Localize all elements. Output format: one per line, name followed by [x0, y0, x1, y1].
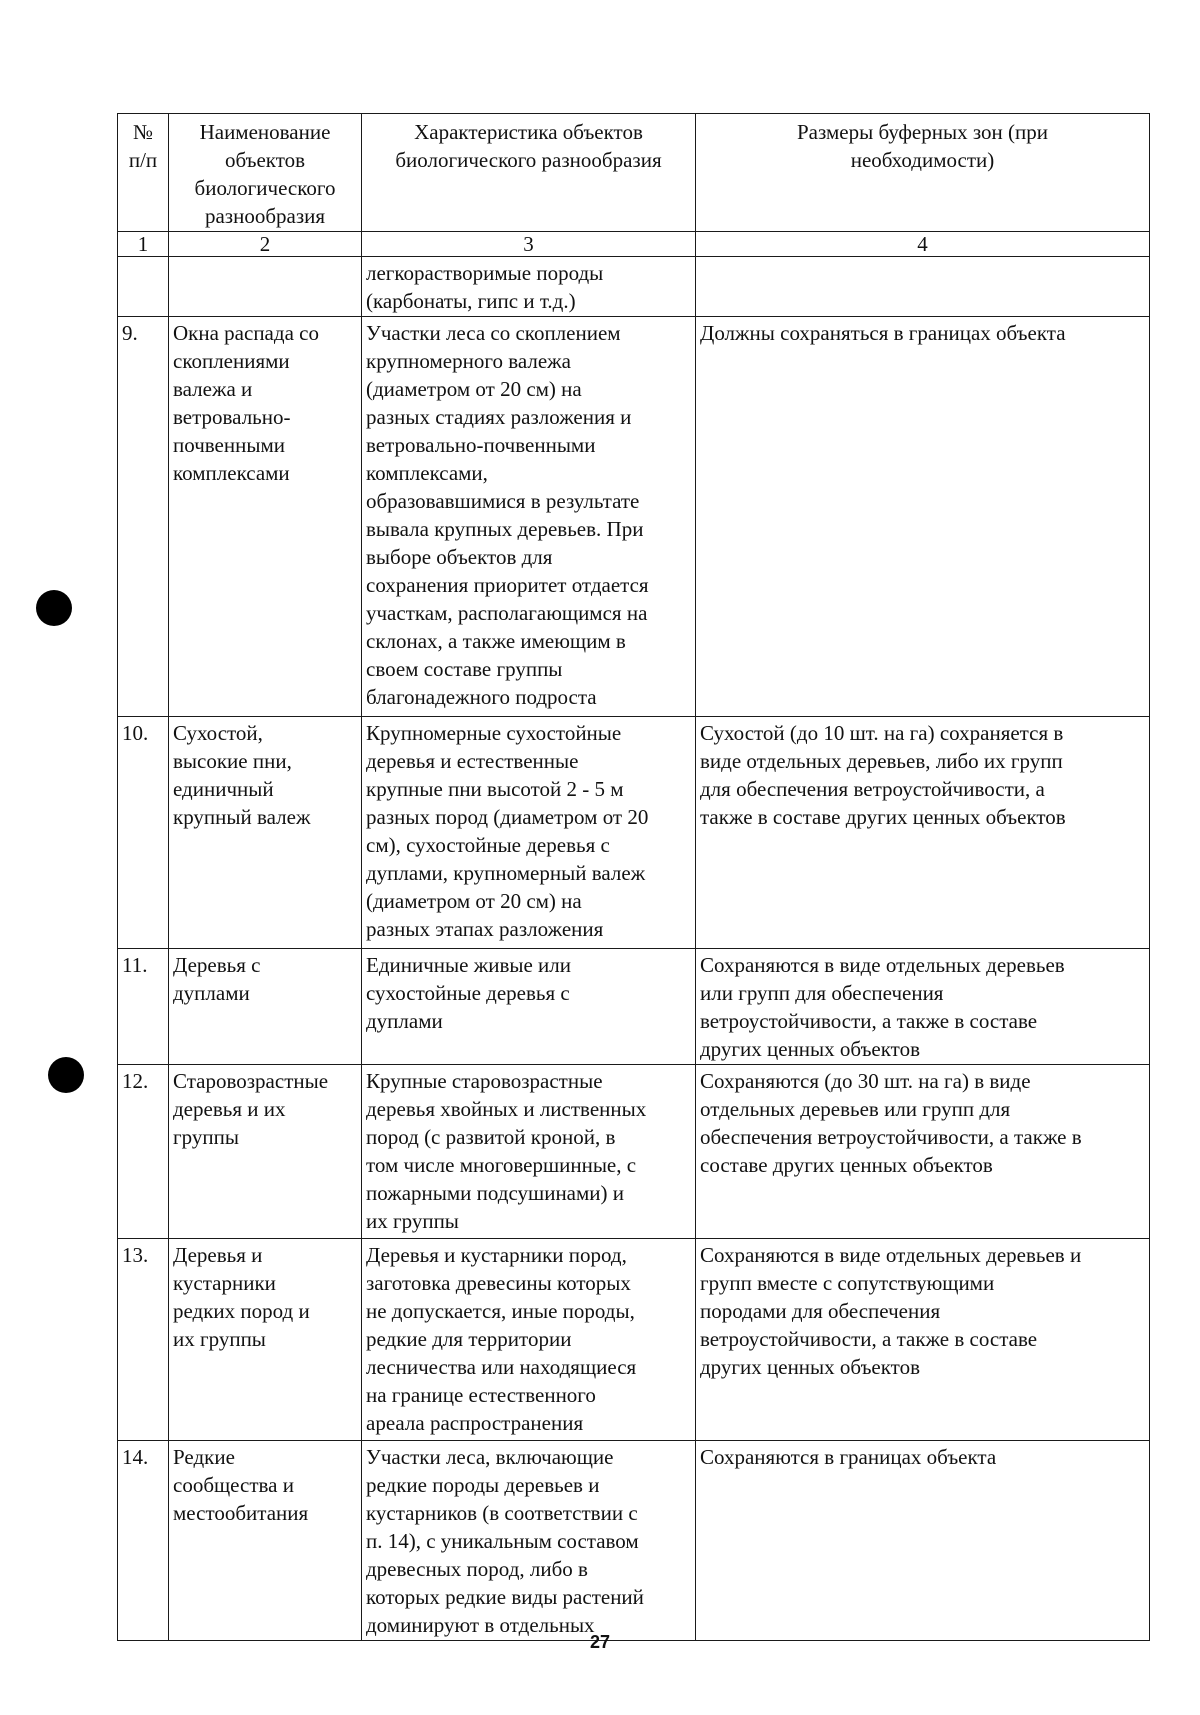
table-row — [118, 1441, 1150, 1641]
object-description: Деревья и кустарники пород, заготовка древесины которых не допускается, иные породы, редкие для территории лесничества или находящиеся на границе естественного ареала распространения — [362, 1239, 696, 1441]
object-description: Участки леса со скоплением крупномерного валежа (диаметром от 20 см) на разных стадиях разложения и ветровально-почвенными комплексами, образовавшимися в результате вывала крупных деревьев. При выборе объектов для сохранения приоритет отдается участкам, располагающимся на склонах, а также имеющим в своем составе группы благонадежного подроста — [362, 317, 696, 717]
row-number: 9. — [118, 317, 169, 717]
object-name: Окна распада со скоплениями валежа и ветровально- почвенными комплексами — [169, 317, 362, 717]
table-row — [118, 1065, 1150, 1239]
header-number: № п/п — [118, 114, 169, 232]
buffer-zone — [696, 257, 1150, 317]
punch-hole-mark — [36, 590, 72, 626]
buffer-zone: Сохраняются (до 30 шт. на га) в виде отдельных деревьев или групп для обеспечения ветроустойчивости, а также в составе других ценных объектов — [696, 1065, 1150, 1239]
column-number: 2 — [169, 232, 362, 257]
row-number: 13. — [118, 1239, 169, 1441]
object-description: Единичные живые или сухостойные деревья с дуплами — [362, 949, 696, 1065]
table-header-row — [118, 114, 1150, 232]
header-object-name: Наименование объектов биологического разнообразия — [169, 114, 362, 232]
row-number — [118, 257, 169, 317]
object-name: Деревья с дуплами — [169, 949, 362, 1065]
object-description: Крупномерные сухостойные деревья и естественные крупные пни высотой 2 - 5 м разных пород (диаметром от 20 см), сухостойные деревья с дуплами, крупномерный валеж (диаметром от 20 см) на разных этапах разложения — [362, 717, 696, 949]
table-row — [118, 317, 1150, 717]
column-number: 1 — [118, 232, 169, 257]
object-description: Крупные старовозрастные деревья хвойных и лиственных пород (с развитой кроной, в том числе многовершинные, с пожарными подсушинами) и их группы — [362, 1065, 696, 1239]
buffer-zone: Сухостой (до 10 шт. на га) сохраняется в виде отдельных деревьев, либо их групп для обеспечения ветроустойчивости, а также в составе других ценных объектов — [696, 717, 1150, 949]
row-number: 10. — [118, 717, 169, 949]
table-row — [118, 1239, 1150, 1441]
column-number: 3 — [362, 232, 696, 257]
page-number: 27 — [589, 1632, 611, 1652]
table-row — [118, 949, 1150, 1065]
buffer-zone: Должны сохраняться в границах объекта — [696, 317, 1150, 717]
header-characteristics: Характеристика объектов биологического разнообразия — [362, 114, 696, 232]
table-row — [118, 717, 1150, 949]
row-number: 12. — [118, 1065, 169, 1239]
table-row — [118, 257, 1150, 317]
header-buffer-zones: Размеры буферных зон (при необходимости) — [696, 114, 1150, 232]
buffer-zone: Сохраняются в границах объекта — [696, 1441, 1150, 1641]
buffer-zone: Сохраняются в виде отдельных деревьев и групп вместе с сопутствующими породами для обеспечения ветроустойчивости, а также в составе других ценных объектов — [696, 1239, 1150, 1441]
buffer-zone: Сохраняются в виде отдельных деревьев или групп для обеспечения ветроустойчивости, а также в составе других ценных объектов — [696, 949, 1150, 1065]
object-name — [169, 257, 362, 317]
column-number-row — [118, 232, 1150, 257]
object-name: Деревья и кустарники редких пород и их группы — [169, 1239, 362, 1441]
row-number: 11. — [118, 949, 169, 1065]
object-name: Редкие сообщества и местообитания — [169, 1441, 362, 1641]
punch-hole-mark — [48, 1057, 84, 1093]
object-name: Сухостой, высокие пни, единичный крупный валеж — [169, 717, 362, 949]
row-number: 14. — [118, 1441, 169, 1641]
object-description: легкорастворимые породы (карбонаты, гипс и т.д.) — [362, 257, 696, 317]
object-name: Старовозрастные деревья и их группы — [169, 1065, 362, 1239]
column-number: 4 — [696, 232, 1150, 257]
biodiversity-table — [117, 113, 1150, 1641]
object-description: Участки леса, включающие редкие породы деревьев и кустарников (в соответствии с п. 14), с уникальным составом древесных пород, либо в которых редкие виды растений доминируют в отдельных — [362, 1441, 696, 1641]
